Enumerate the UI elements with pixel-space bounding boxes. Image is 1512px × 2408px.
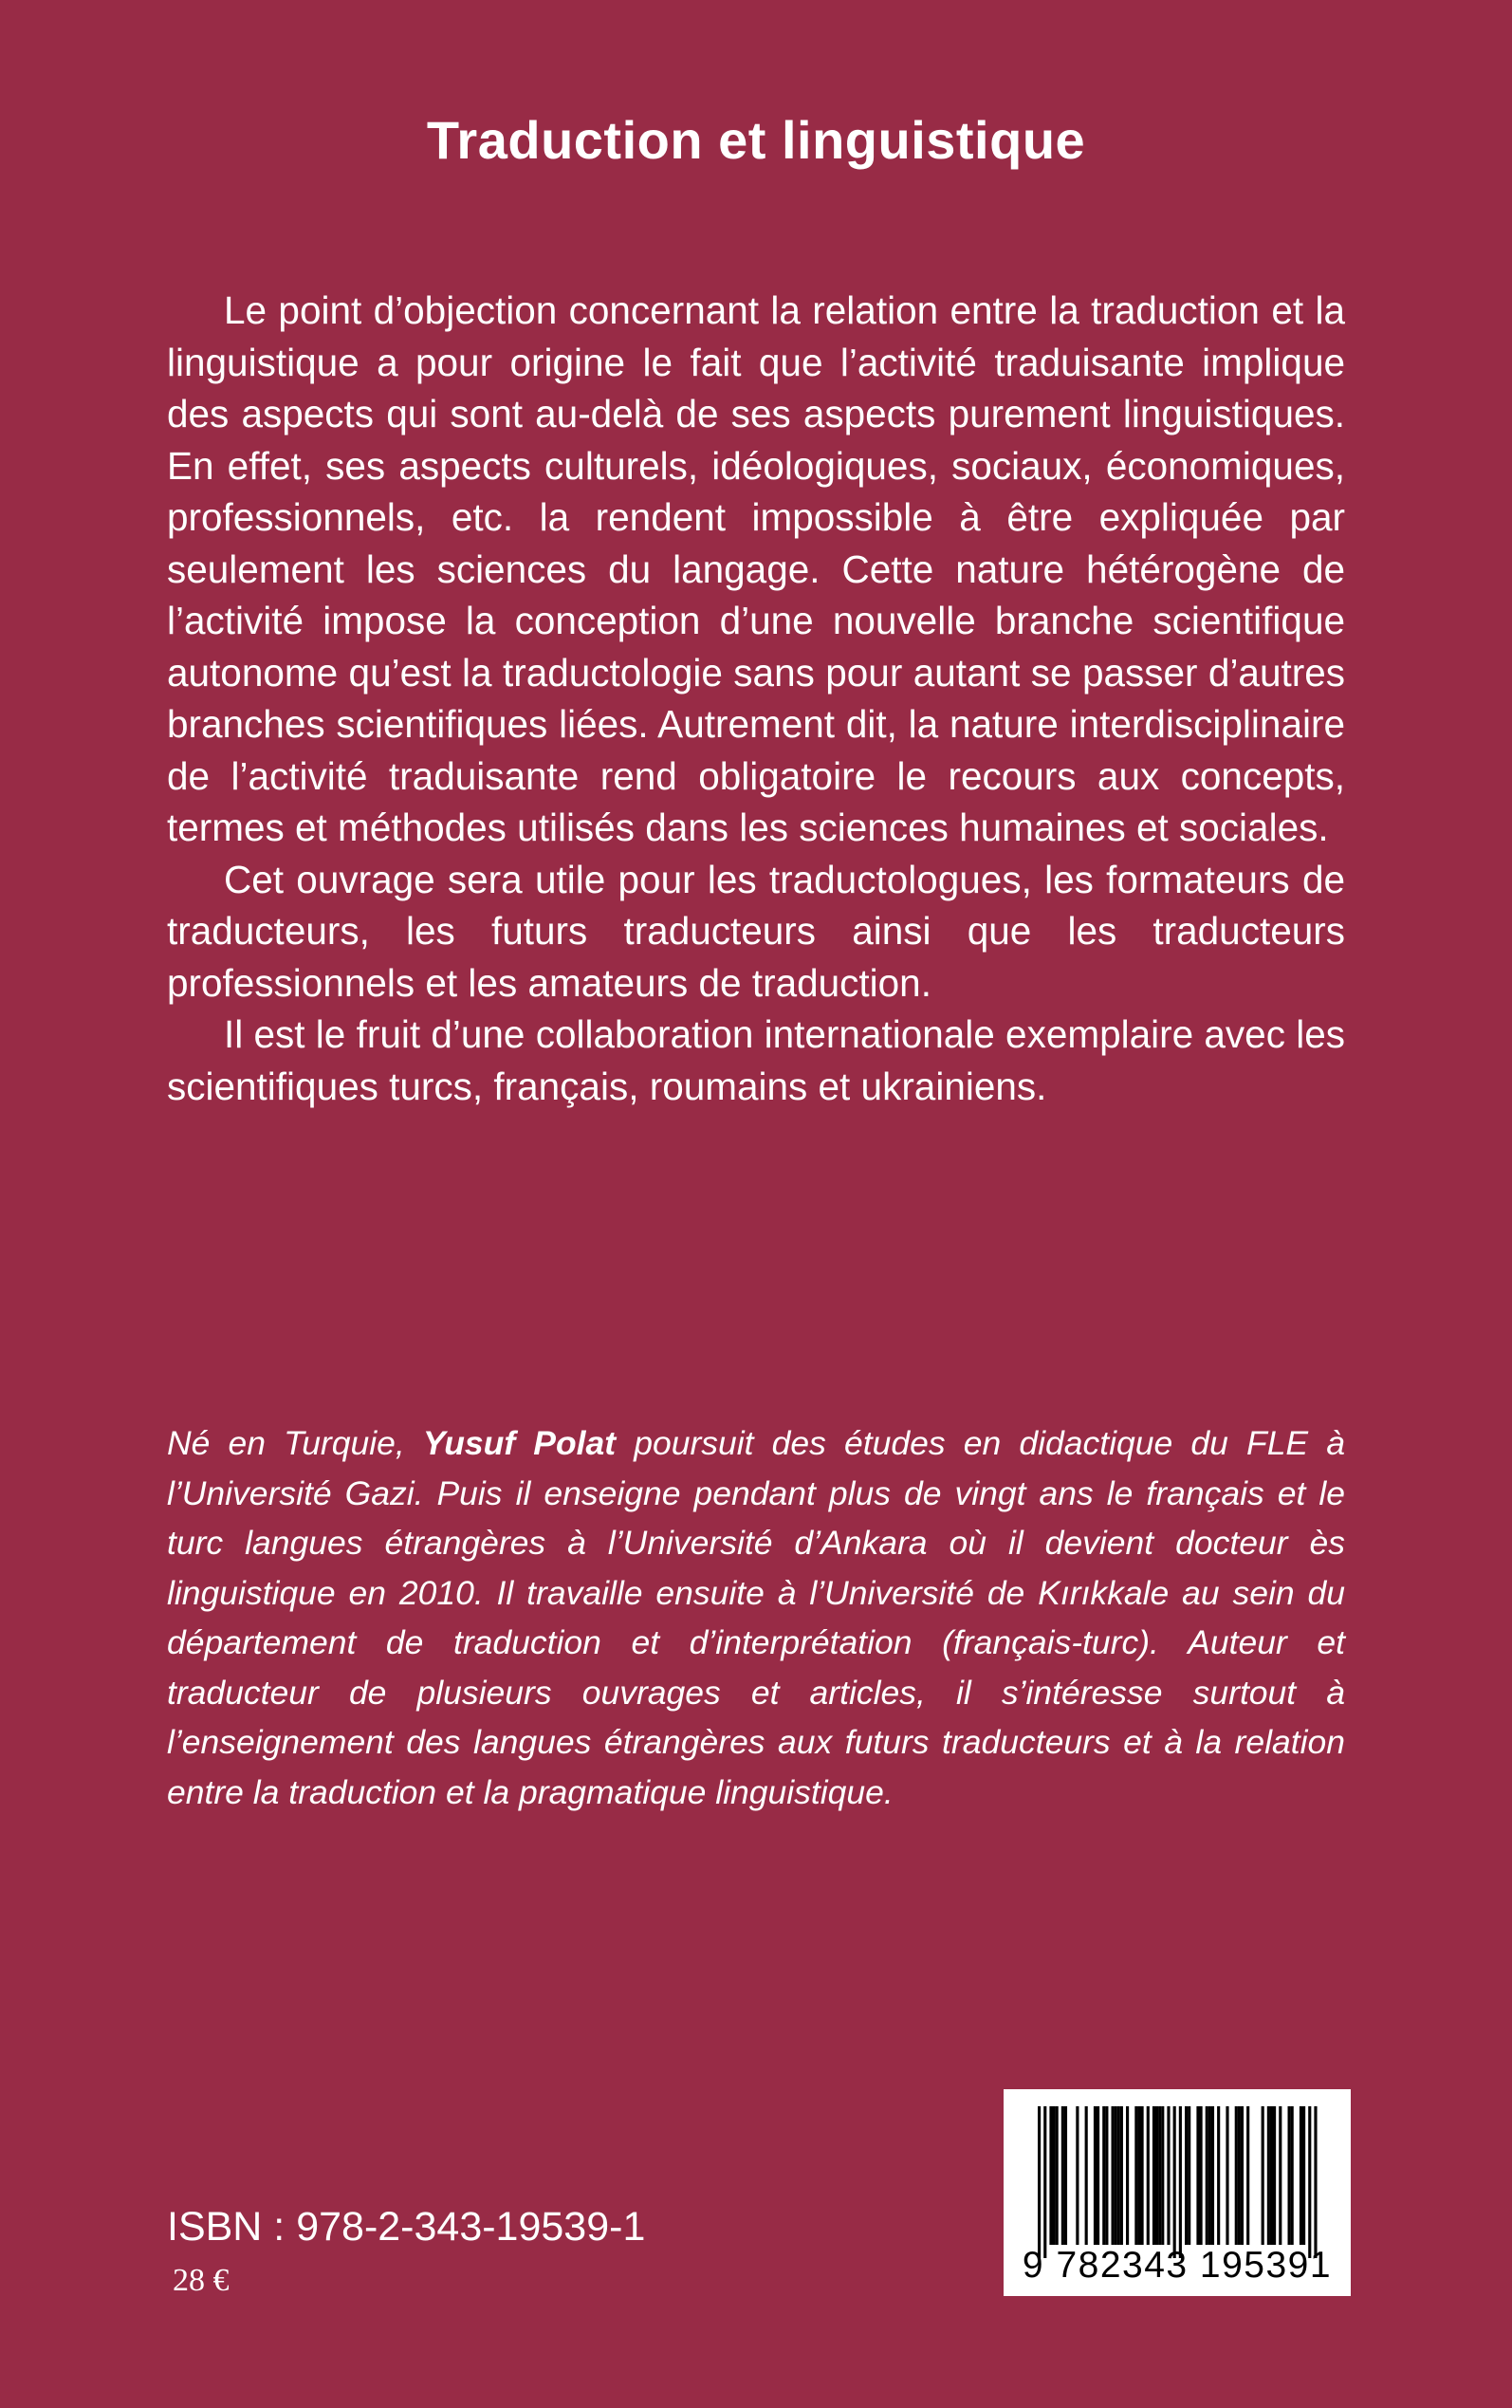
summary-paragraph: Il est le fruit d’une collaboration internationale exemplaire avec les scientifiques turcs, français, roumains et ukrainiens. <box>167 1012 1345 1108</box>
barcode-bar <box>1158 2106 1161 2245</box>
barcode-bar <box>1134 2106 1137 2245</box>
barcode-bar <box>1288 2106 1291 2245</box>
barcode-bar <box>1270 2106 1273 2245</box>
author-bio-intro: Né en Turquie, <box>167 1424 423 1462</box>
barcode-bar <box>1112 2106 1115 2245</box>
barcode-bar <box>1064 2106 1067 2245</box>
barcode-bar <box>1217 2106 1220 2245</box>
barcode-bar <box>1185 2106 1188 2245</box>
barcode-bar <box>1085 2106 1088 2245</box>
isbn-label: ISBN : 978-2-343-19539-1 <box>167 2204 646 2250</box>
barcode-bar <box>1167 2106 1170 2245</box>
barcode-bar <box>1179 2106 1182 2258</box>
price-label: 28 € <box>173 2263 230 2298</box>
barcode-bar <box>1246 2106 1249 2245</box>
barcode-bar <box>1241 2106 1244 2245</box>
barcode-bar <box>1105 2106 1108 2245</box>
barcode-bar <box>1117 2106 1120 2245</box>
barcode-bar <box>1300 2106 1302 2245</box>
barcode-bar <box>1226 2106 1228 2245</box>
barcode-bar <box>1273 2106 1276 2245</box>
barcode-bar <box>1161 2106 1164 2245</box>
barcode-bar <box>1147 2106 1150 2245</box>
summary-text <box>167 285 1345 1112</box>
barcode-bar <box>1173 2106 1176 2258</box>
barcode-bar <box>1097 2106 1099 2245</box>
barcode-bar <box>1314 2106 1317 2258</box>
summary-paragraph: Cet ouvrage sera utile pour les traductologues, les formateurs de traducteurs, les futurs traducteurs ainsi que les traducteurs professionnels et les amateurs de traduction. <box>167 857 1345 1005</box>
author-name: Yusuf Polat <box>422 1424 617 1462</box>
author-bio <box>167 1418 1345 1817</box>
barcode-bar <box>1053 2106 1056 2245</box>
barcode-bar <box>1235 2106 1238 2245</box>
barcode-bar <box>1196 2106 1199 2245</box>
barcode-bar <box>1120 2106 1123 2245</box>
barcode-bar <box>1094 2106 1097 2245</box>
barcode-bar <box>1155 2106 1158 2245</box>
barcode-bar <box>1262 2106 1264 2245</box>
barcode-bar <box>1141 2106 1144 2245</box>
barcode-bar <box>1126 2106 1129 2245</box>
barcode-bar <box>1038 2106 1041 2258</box>
barcode-bar <box>1308 2106 1311 2258</box>
barcode-bar <box>1115 2106 1117 2245</box>
barcode <box>1004 2089 1351 2296</box>
barcode-bar <box>1061 2106 1064 2245</box>
barcode-bar <box>1188 2106 1190 2245</box>
barcode-bar <box>1206 2106 1208 2245</box>
barcode-bar <box>1238 2106 1241 2245</box>
barcode-bar <box>1291 2106 1294 2245</box>
barcode-bar <box>1267 2106 1270 2245</box>
barcode-bar <box>1056 2106 1059 2245</box>
author-bio-text: poursuit des études en didactique du FLE à l’Université Gazi. Puis il enseigne pendant plus de vingt ans le français et le turc langues étrangères à l’Université d’Ankara où il devient docteur ès linguistique en 2010. Il travaille ensuite à l’Université de Kırıkkale au sein du département de traduction et d’interprétation (français-turc). Auteur et traducteur de plusieurs ouvrages et articles, il s’intéresse surtout à l’enseignement des langues étrangères aux futurs traducteurs et à la relation entre la traduction et la pragmatique linguistique. <box>167 1424 1345 1811</box>
barcode-bar <box>1076 2106 1079 2245</box>
summary-paragraph: Le point d’objection concernant la relation entre la traduction et la linguistique a pour origine le fait que l’activité traduisante implique des aspects qui sont au-delà de ses aspects purement linguistiques. En effet, ses aspects culturels, idéologiques, sociaux, économiques, professionnels, etc. la rendent impossible à être expliquée par seulement les sciences du langage. Cette nature hétérogène de l’activité impose la conception d’une nouvelle branche scientifique autonome qu’est la traductologie sans pour autant se passer d’autres branches scientifiques liées. Autrement dit, la nature interdisciplinaire de l’activité traduisante rend obligatoire le recours aux concepts, termes et méthodes utilisés dans les sciences humaines et sociales. <box>167 288 1345 849</box>
barcode-bar <box>1200 2106 1203 2245</box>
book-title: Traduction et linguistique <box>426 110 1086 170</box>
barcode-bar <box>1208 2106 1211 2245</box>
barcode-bar <box>1137 2106 1140 2245</box>
barcode-bar <box>1302 2106 1305 2245</box>
barcode-bar <box>1102 2106 1105 2245</box>
barcode-bar <box>1049 2106 1052 2245</box>
barcode-bar <box>1279 2106 1282 2245</box>
barcode-bar <box>1043 2106 1046 2258</box>
barcode-bar <box>1211 2106 1214 2245</box>
barcode-bar <box>1152 2106 1155 2245</box>
barcode-digits: 9 782343 195391 <box>1022 2245 1333 2286</box>
